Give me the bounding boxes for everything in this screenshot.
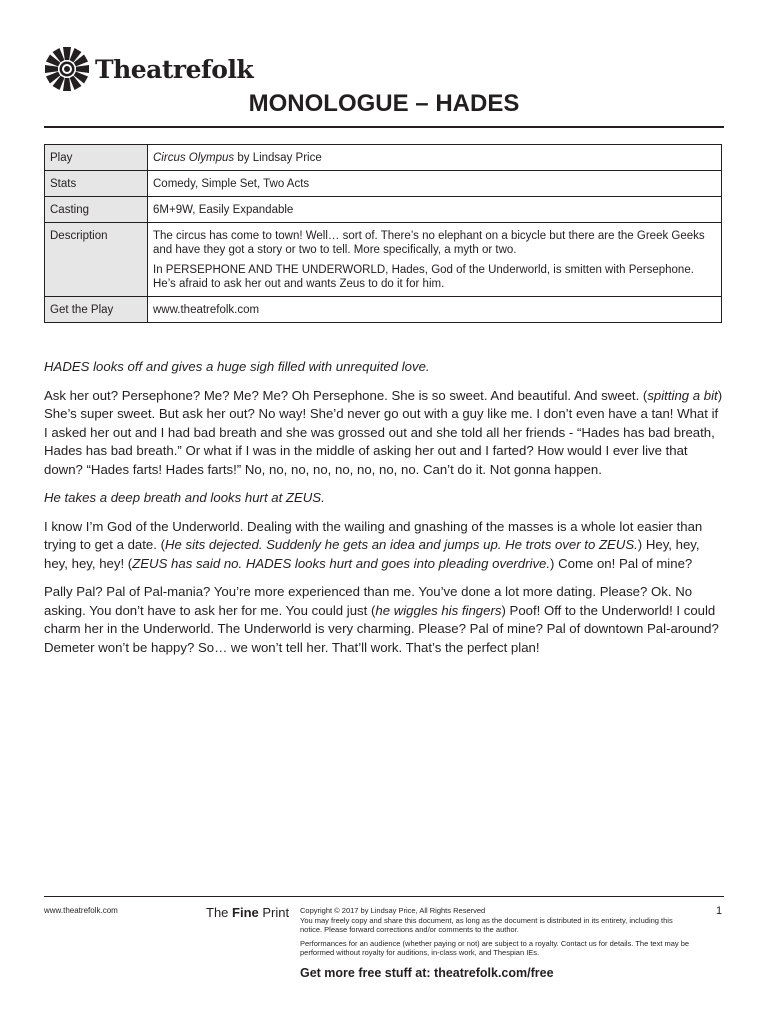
logo-wordmark: Theatrefolk	[95, 54, 254, 84]
play-byline: by Lindsay Price	[234, 152, 322, 164]
play-value	[148, 145, 722, 171]
free-stuff-link[interactable]: Get more free stuff at: theatrefolk.com/free	[300, 966, 554, 980]
casting-label: Casting	[45, 197, 148, 223]
sunburst-logo-icon	[44, 46, 90, 92]
theatrefolk-logo	[44, 45, 253, 93]
monologue-paragraph	[44, 583, 724, 657]
inline-direction: ZEUS has said no. HADES looks hurt and goes into pleading overdrive.	[132, 555, 551, 571]
monologue-paragraph	[44, 518, 724, 574]
fine-print-heading	[206, 905, 289, 920]
play-label: Play	[45, 145, 148, 171]
copy-notice: You may freely copy and share this document, as long as the document is distributed in its entirety, including this notice. Please forward corrections and/or comments to the author.	[300, 915, 673, 934]
fine-print-bold: Fine	[232, 905, 259, 920]
stage-direction	[44, 489, 724, 508]
dialogue-text: Pally Pal? Pal of Pal-mania? You’re more experienced than me. You’ve done a lot more dating. Please? Ok. No asking. You don’t have to ask her for me. You could just (	[44, 584, 693, 618]
performance-notice: Performances for an audience (whether paying or not) are subject to a royalty. Contact us for details. The text may be performed without royalty for auditions, in-class work, and Thespian IEs.	[300, 938, 690, 957]
get-play-label: Get the Play	[45, 297, 148, 323]
table-row	[45, 145, 722, 171]
stats-label: Stats	[45, 171, 148, 197]
casting-value: 6M+9W, Easily Expandable	[148, 197, 722, 223]
dialogue-text: ) She’s super sweet. But ask her out? No way! She’d never go out with a guy like me. I don’t even have a tan! What if I asked her out and I had bad breath and she was grossed out and she told all her friends - “Hades has bad breath, Hades has bad breath.” Or what if I was in the middle of asking her out and I farted? How would I ever live that down? “Hades farts! Hades farts!” No, no, no, no, no, no, no, no. Can’t do it. Not gonna happen.	[44, 387, 723, 477]
monologue-text	[44, 358, 724, 667]
page-title: MONOLOGUE – HADES	[248, 90, 520, 117]
get-play-link[interactable]: www.theatrefolk.com	[148, 297, 722, 323]
copyright-block	[300, 906, 690, 958]
stage-direction	[44, 358, 724, 377]
table-row	[45, 171, 722, 197]
monologue-paragraph	[44, 387, 724, 480]
stats-value: Comedy, Simple Set, Two Acts	[148, 171, 722, 197]
inline-direction: He sits dejected. Suddenly he gets an idea and jumps up. He trots over to ZEUS.	[164, 537, 638, 552]
footer-divider	[44, 896, 724, 897]
stage-direction-text: HADES looks off and gives a huge sigh filled with unrequited love.	[44, 359, 430, 374]
dialogue-text: ) Come on! Pal of mine?	[550, 555, 693, 571]
play-info-table	[44, 144, 722, 323]
inline-direction: he wiggles his fingers	[375, 602, 502, 618]
dialogue-text: I know I’m God of the Underworld. Dealing with the wailing and gnashing of the masses is a whole lot easier than trying to get a date. (	[44, 518, 703, 552]
table-row	[45, 223, 722, 297]
dialogue-text: ) Hey, hey, hey, hey, hey! (	[44, 537, 700, 571]
dialogue-text: ) Poof! Off to the Underworld! I could charm her in the Underworld. The Underworld is very charming. Please? Pal of mine? Pal of downtown Pal-around? Demeter won’t be happy? So… we won’t tell her. That’ll work. That’s the perfect plan!	[44, 602, 719, 655]
table-row	[45, 297, 722, 323]
fine-print-the: The	[206, 905, 233, 920]
inline-direction: spitting a bit	[647, 387, 718, 403]
description-label: Description	[45, 223, 148, 297]
fine-print-word: Print	[258, 905, 290, 920]
description-paragraph: In PERSEPHONE AND THE UNDERWORLD, Hades, God of the Underworld, is smitten with Persephone. He’s afraid to ask her out and wants Zeus to do it for him.	[153, 264, 694, 290]
description-value	[148, 223, 722, 297]
footer-url-link[interactable]: www.theatrefolk.com	[44, 906, 118, 915]
copyright-line: Copyright © 2017 by Lindsay Price, All Rights Reserved	[300, 906, 486, 915]
table-row	[45, 197, 722, 223]
title-divider	[44, 126, 724, 128]
play-title: Circus Olympus	[153, 152, 235, 164]
page-number: 1	[716, 905, 723, 917]
dialogue-text: Ask her out? Persephone? Me? Me? Me? Oh Persephone. She is so sweet. And beautiful. And sweet. (	[44, 387, 648, 403]
description-paragraph: The circus has come to town! Well… sort of. There’s no elephant on a bicycle but there are the Greek Geeks and have they got a story or two to tell. More specifically, a myth or two.	[153, 230, 705, 256]
stage-direction-text: He takes a deep breath and looks hurt at ZEUS.	[44, 490, 325, 505]
